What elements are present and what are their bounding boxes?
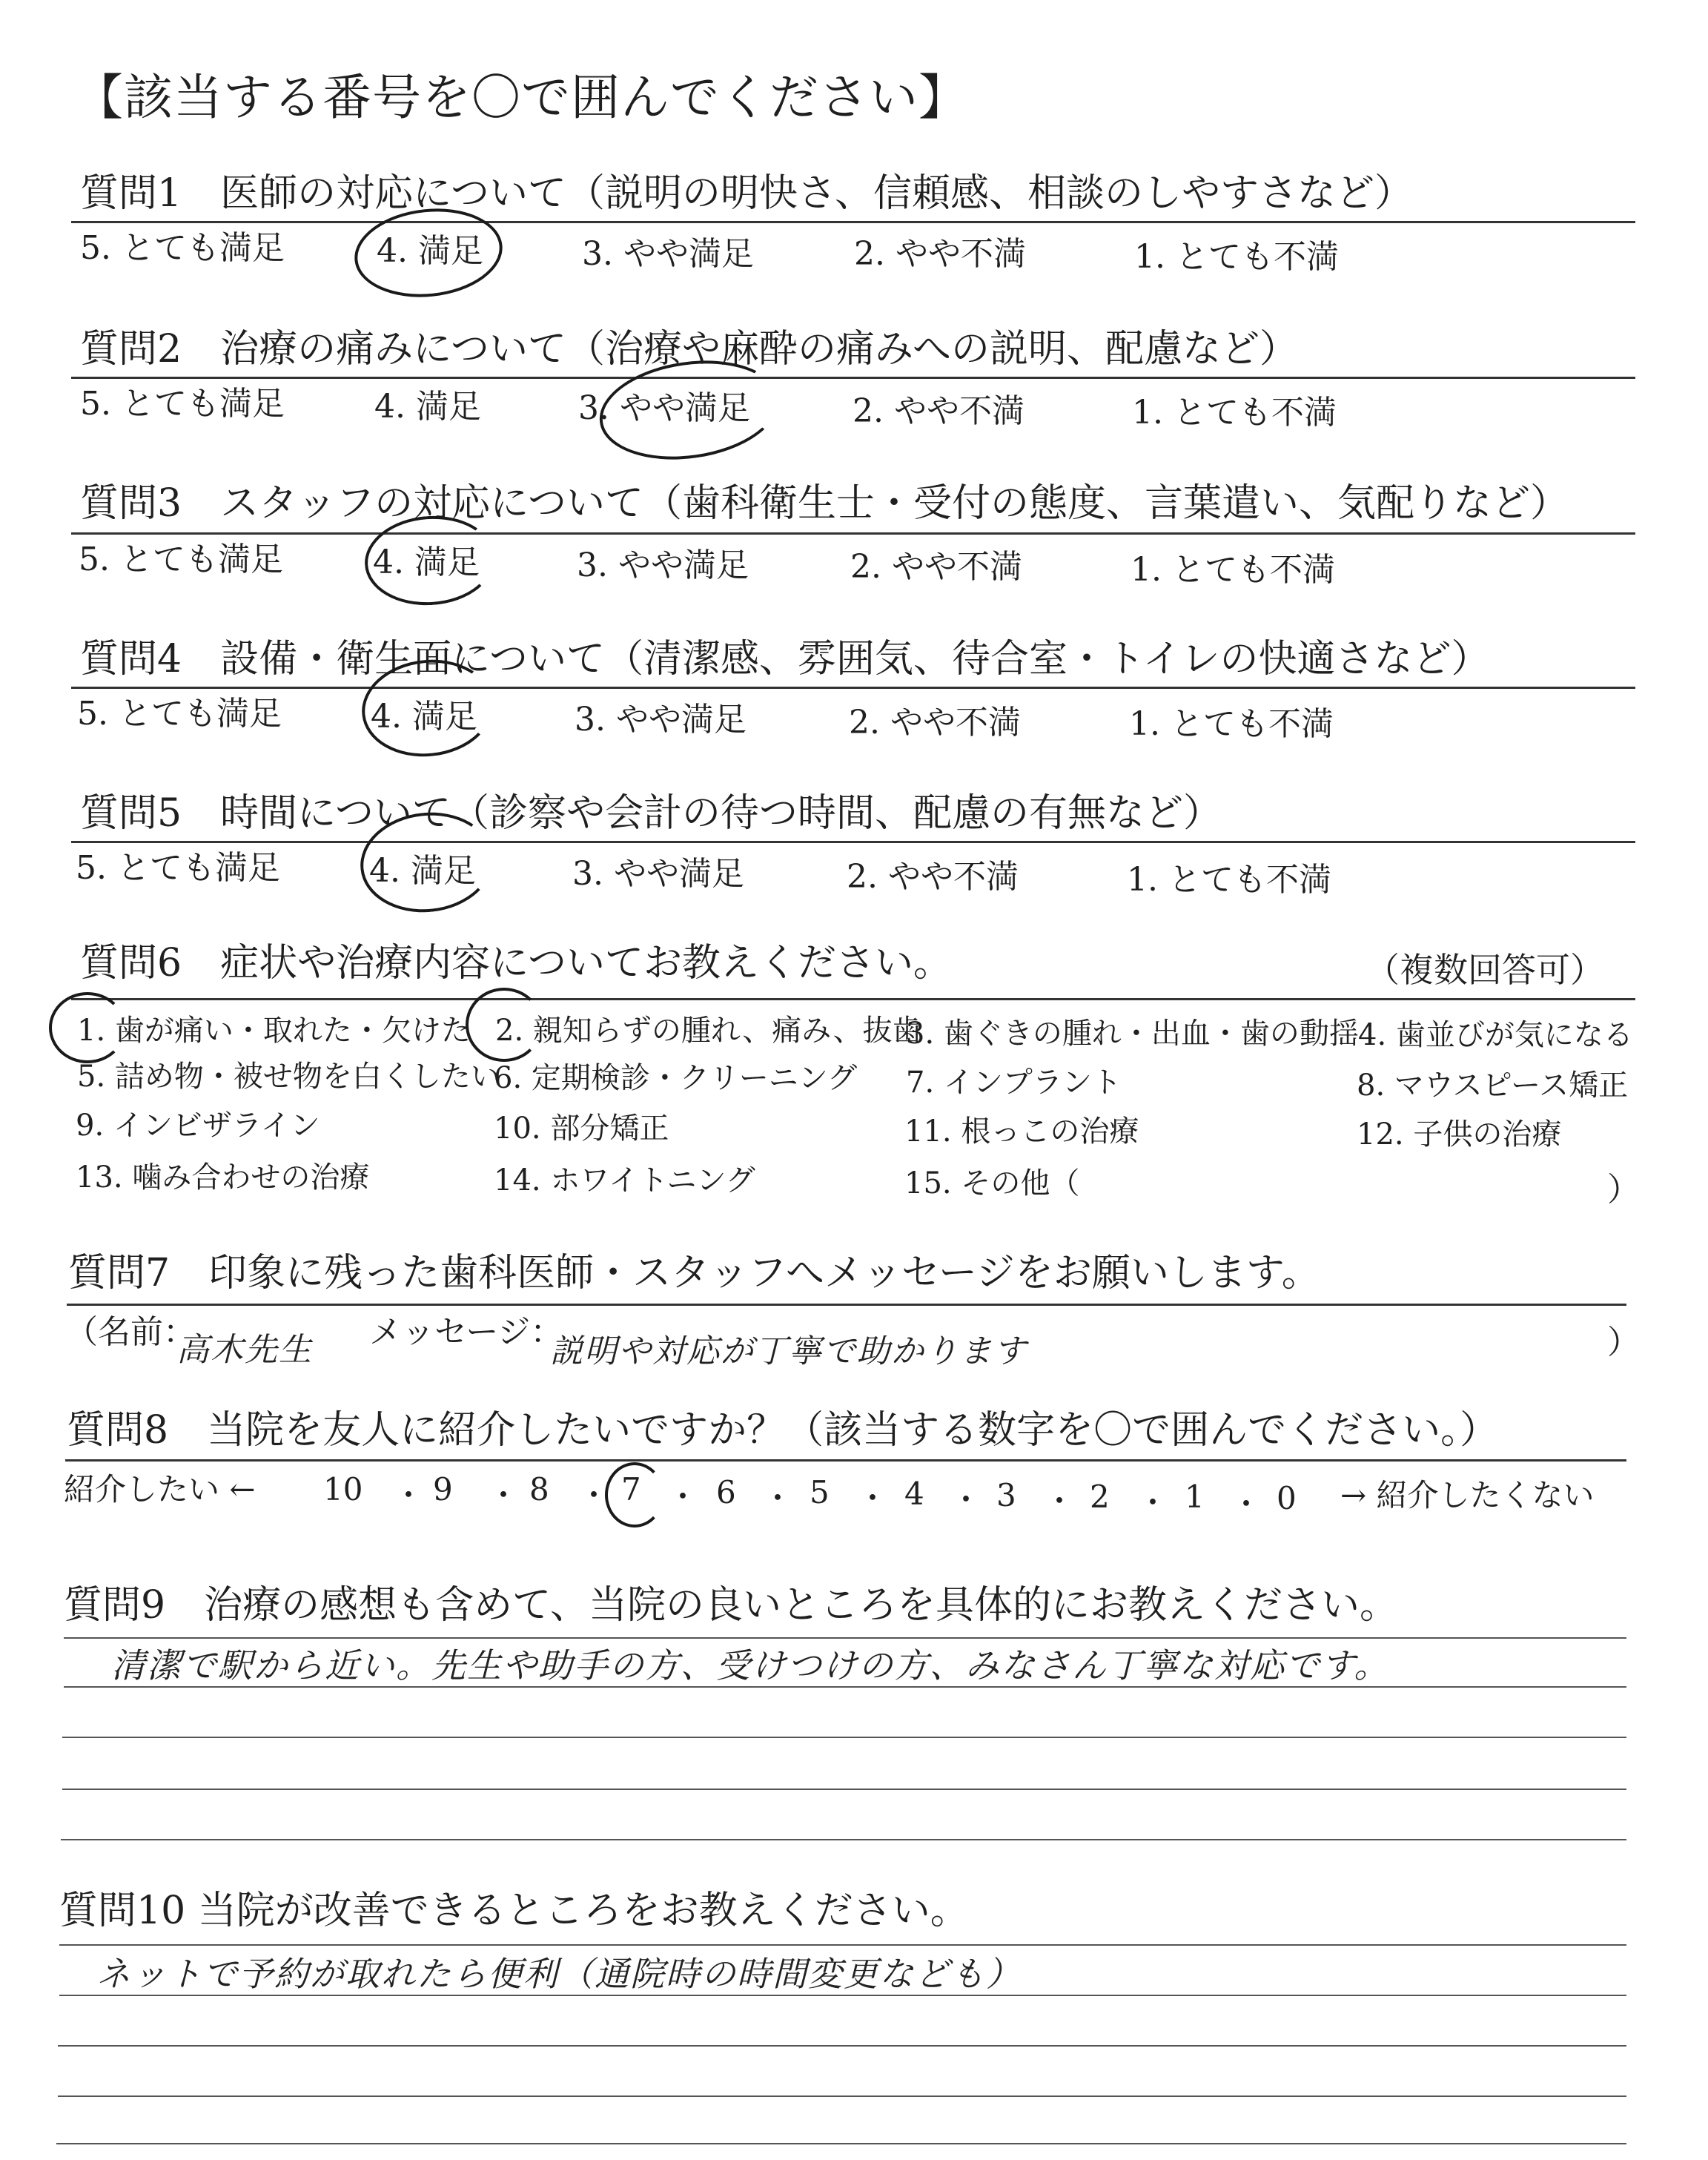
q2-option-5[interactable]: 5. とても満足 (80, 385, 285, 423)
q4-option-2[interactable]: 2. やや不満 (849, 704, 1021, 742)
q8-scale-3[interactable]: 3 (996, 1477, 1016, 1513)
q6-option-6[interactable]: 6. 定期検診・クリーニング (494, 1061, 858, 1095)
q9-title: 質問9 治療の感想も含めて、当院の良いところを具体的にお教えください。 (64, 1583, 1399, 1628)
q8-scale-10[interactable]: 10 (323, 1471, 363, 1507)
q8-dot: ・ (393, 1477, 425, 1513)
form-header: 【該当する番号を〇で囲んでください】 (74, 69, 968, 126)
q8-rule (65, 1459, 1626, 1462)
q3-title: 質問3 スタッフの対応について（歯科衛生士・受付の態度、言葉遣い、気配りなど） (80, 481, 1569, 526)
q3-option-4[interactable]: 4. 満足 (373, 544, 480, 581)
q8-dot: ・ (857, 1480, 889, 1516)
q1-option-5[interactable]: 5. とても満足 (80, 229, 285, 267)
q3-rule (71, 532, 1635, 535)
q6-option-3[interactable]: 3. 歯ぐきの腫れ・出血・歯の動揺 (906, 1017, 1359, 1051)
q5-option-3[interactable]: 3. やや満足 (572, 855, 744, 893)
q8-scale-5[interactable]: 5 (810, 1474, 830, 1510)
q5-option-1[interactable]: 1. とても不満 (1127, 861, 1331, 899)
q9-rule-4 (62, 1789, 1626, 1790)
q6-note: （複数回答可） (1366, 950, 1604, 990)
q8-scale-2[interactable]: 2 (1090, 1479, 1110, 1515)
q10-answer[interactable]: ネットで予約が取れたら便利（通院時の時間変更なども） (96, 1954, 1022, 1994)
q1-rule (71, 221, 1635, 223)
q8-left-label: 紹介したい ← (64, 1471, 256, 1507)
q7-title: 質問7 印象に残った歯科医師・スタッフへメッセージをお願いします。 (68, 1251, 1320, 1295)
q4-rule (71, 687, 1635, 689)
q6-option-4[interactable]: 4. 歯並びが気になる (1358, 1018, 1633, 1052)
q7-message-label: メッセージ： (369, 1313, 563, 1351)
q4-option-1[interactable]: 1. とても不満 (1129, 705, 1334, 743)
q8-scale-7[interactable]: 7 (621, 1471, 641, 1507)
q3-option-2[interactable]: 2. やや不満 (850, 548, 1022, 586)
q1-option-1[interactable]: 1. とても不満 (1134, 238, 1339, 276)
q9-rule-3 (62, 1737, 1626, 1738)
q3-option-1[interactable]: 1. とても不満 (1131, 551, 1335, 589)
q6-other-close: ） (1607, 1171, 1640, 1209)
q6-selection-circle-1 (49, 992, 126, 1063)
q5-title: 質問5 時間について（診察や会計の待つ時間、配慮の有無など） (80, 791, 1222, 836)
q1-option-3[interactable]: 3. やや満足 (582, 235, 754, 273)
q10-rule-3 (58, 2045, 1626, 2047)
q8-scale-0[interactable]: 0 (1277, 1480, 1297, 1516)
q6-option-13[interactable]: 13. 噛み合わせの治療 (76, 1160, 370, 1195)
q6-option-5[interactable]: 5. 詰め物・被せ物を白くしたい (77, 1060, 500, 1094)
q4-title: 質問4 設備・衛生面について（清潔感、雰囲気、待合室・トイレの快適さなど） (80, 637, 1490, 681)
q9-answer[interactable]: 清潔で駅から近い。先生や助手の方、受けつけの方、みなさん丁寧な対応です。 (111, 1645, 1390, 1685)
q6-option-14[interactable]: 14. ホワイトニング (494, 1163, 755, 1198)
q5-option-5[interactable]: 5. とても満足 (76, 849, 280, 887)
q2-option-1[interactable]: 1. とても不満 (1132, 394, 1337, 432)
q3-option-5[interactable]: 5. とても満足 (79, 541, 283, 578)
q8-scale-6[interactable]: 6 (716, 1474, 736, 1510)
q10-title: 質問10 当院が改善できるところをお教えください。 (59, 1889, 969, 1933)
q6-option-2[interactable]: 2. 親知らずの腫れ、痛み、抜歯 (495, 1014, 922, 1048)
q8-scale-9[interactable]: 9 (433, 1471, 453, 1507)
q5-option-2[interactable]: 2. やや不満 (847, 858, 1019, 896)
q4-option-3[interactable]: 3. やや満足 (575, 701, 747, 739)
q3-option-3[interactable]: 3. やや満足 (577, 546, 749, 584)
q6-option-7[interactable]: 7. インプラント (906, 1066, 1122, 1100)
q8-title: 質問8 当院を友人に紹介したいですか？（該当する数字を〇で囲んでください。） (67, 1408, 1499, 1453)
q6-rule (71, 998, 1635, 1000)
q8-selection-circle (605, 1462, 664, 1527)
q7-name-value[interactable]: 高木先生 (176, 1331, 313, 1369)
q2-rule (71, 377, 1635, 379)
q10-rule-2 (59, 1995, 1626, 1996)
q8-scale-1[interactable]: 1 (1185, 1479, 1205, 1515)
q5-option-4[interactable]: 4. 満足 (369, 852, 476, 890)
q2-option-3[interactable]: 3. やや満足 (578, 389, 750, 427)
q8-dot: ・ (1137, 1484, 1169, 1521)
q8-dot: ・ (762, 1480, 794, 1516)
q6-selection-circle-2 (466, 988, 543, 1062)
q8-dot: ・ (488, 1477, 520, 1513)
q7-close: ） (1607, 1324, 1640, 1361)
q9-rule-2 (64, 1686, 1626, 1688)
q4-option-4[interactable]: 4. 満足 (371, 698, 477, 736)
q2-option-4[interactable]: 4. 満足 (374, 388, 481, 426)
q6-option-9[interactable]: 9. インビザライン (76, 1109, 320, 1143)
q6-option-15[interactable]: 15. その他（ (904, 1166, 1080, 1200)
q8-dot: ・ (578, 1477, 610, 1513)
q9-rule-5 (61, 1839, 1626, 1840)
q7-rule (67, 1304, 1626, 1306)
q8-scale-4[interactable]: 4 (904, 1476, 924, 1512)
q2-title: 質問2 治療の痛みについて（治療や麻酔の痛みへの説明、配慮など） (80, 327, 1299, 371)
q1-title: 質問1 医師の対応について（説明の明快さ、信頼感、相談のしやすさなど） (80, 171, 1413, 216)
q6-option-1[interactable]: 1. 歯が痛い・取れた・欠けた (77, 1014, 471, 1048)
q1-option-4[interactable]: 4. 満足 (377, 232, 483, 270)
q7-message-value[interactable]: 説明や対応が丁寧で助かります (550, 1332, 1027, 1370)
q8-dot: ・ (1231, 1486, 1262, 1522)
q10-rule-1 (59, 1944, 1626, 1946)
q6-option-10[interactable]: 10. 部分矯正 (494, 1112, 669, 1146)
q6-title: 質問6 症状や治療内容についてお教えください。 (80, 941, 953, 985)
q6-option-8[interactable]: 8. マウスピース矯正 (1357, 1069, 1629, 1103)
q4-option-5[interactable]: 5. とても満足 (77, 695, 282, 733)
q6-option-12[interactable]: 12. 子供の治療 (1357, 1117, 1562, 1152)
q8-scale-8[interactable]: 8 (529, 1471, 549, 1507)
q8-dot: ・ (667, 1479, 699, 1515)
q8-right-label: → 紹介したくない (1340, 1477, 1595, 1513)
q10-rule-4 (58, 2095, 1626, 2097)
q5-rule (71, 841, 1635, 843)
q2-option-2[interactable]: 2. やや不満 (853, 392, 1025, 430)
q8-dot: ・ (1044, 1483, 1076, 1519)
q7-name-label: （名前： (65, 1313, 196, 1351)
q8-dot: ・ (950, 1482, 982, 1518)
q1-option-2[interactable]: 2. やや不満 (854, 235, 1026, 273)
q10-rule-5 (56, 2143, 1626, 2144)
q6-option-11[interactable]: 11. 根っこの治療 (904, 1114, 1139, 1149)
